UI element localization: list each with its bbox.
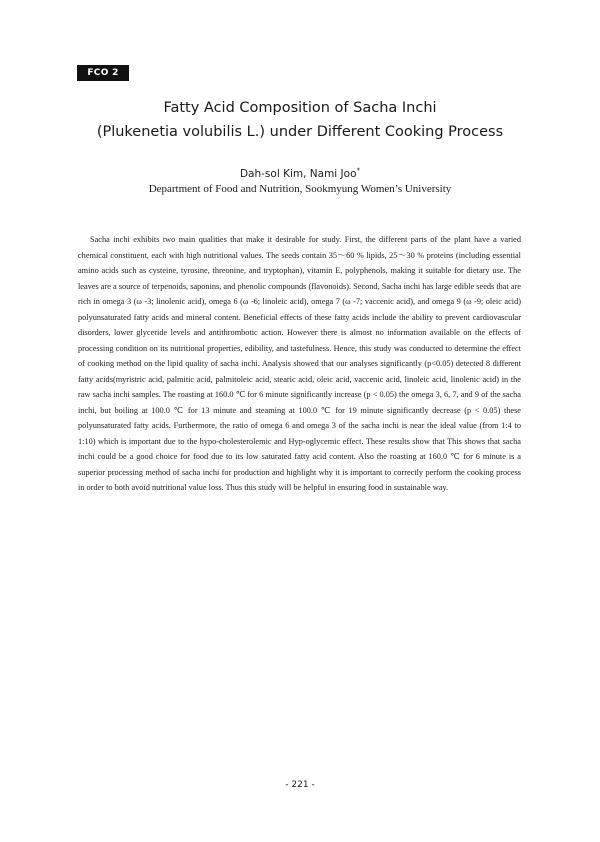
- author-line: [60, 167, 540, 181]
- paper-title: [60, 96, 540, 144]
- title-line-1: Fatty Acid Composition of Sacha Inchi: [163, 100, 437, 116]
- author-names: Dah-sol Kim, Nami Joo: [239, 168, 357, 180]
- affiliation: Department of Food and Nutrition, Sookmyung Women’s University: [148, 183, 452, 195]
- corresponding-author-mark: *: [356, 166, 361, 175]
- session-code-badge: FCO 2: [77, 65, 129, 81]
- title-line-2: (Plukenetia volubilis L.) under Different Cooking Process: [96, 124, 504, 140]
- abstract-body: Sacha inchi exhibits two main qualities that make it desirable for study. First, the different parts of the plant have a varied chemical constituent, each with high nutritional values. The seeds contain 35～60 % lipids, 25～30 % proteins (including essential amino acids such as cysteine, tyrosine, threonine, and tryptophan), vitamin E, polyphenols, making it suitable for dietary use. The leaves are a source of terpenoids, saponins, and phenolic compounds (flavonoids). Second, Sacha inchi has large edible seeds that are rich in omega 3 (ω -3; linolenic acid), omega 6 (ω -6; linoleic acid), omega 7 (ω -7; vaccenic acid), and omega 9 (ω -9; oleic acid) polyunsaturated fatty acids and mineral content. Beneficial effects of these fatty acids include the ability to prevent cardiovascular disorders, lower glyceride levels and antithrombotic action. However there is almost no information available on the effects of processing condition on its nutritional properties, edibility, and tastefulness. Hence, this study was conducted to determine the effect of cooking method on the lipid quality of sacha inchi. Analysis showed that our analyses significantly (p<0.05) detected 8 different fatty acids(myristric acid, palmitic acid, palmitoleic acid, stearic acid, oleic acid, vaccenic acid, linoleic acid, linolenic acid) in the raw sacha inchi samples. The roasting at 160.0 ℃ for 6 minute significantly increase (p < 0.05) the omega 3, 6, 7, and 9 of the sacha inchi, but boiling at 100.0 ℃ for 13 minute and steaming at 100.0 ℃ for 19 minute significantly decrease (p < 0.05) these polyunsaturated fatty acids. Furthermore, the ratio of omega 6 and omega 3 of the sacha inchi is near the ideal value (from 1:4 to 1:10) which is important due to the hypo-cholesterolemic and Hyp-oglycemic effect. These results show that This shows that sacha inchi could be a good choice for food due to its low saturated fatty acid content. Also the roasting at 160.0 ℃ for 6 minute is a superior processing method of sacha inchi for production and highlight why it is important to correctly perform the cooking process in order to both avoid nutritional value loss. Thus this study will be helpful in ensuring food in sustainable way.: [78, 235, 521, 492]
- page-number: - 221 -: [285, 780, 315, 790]
